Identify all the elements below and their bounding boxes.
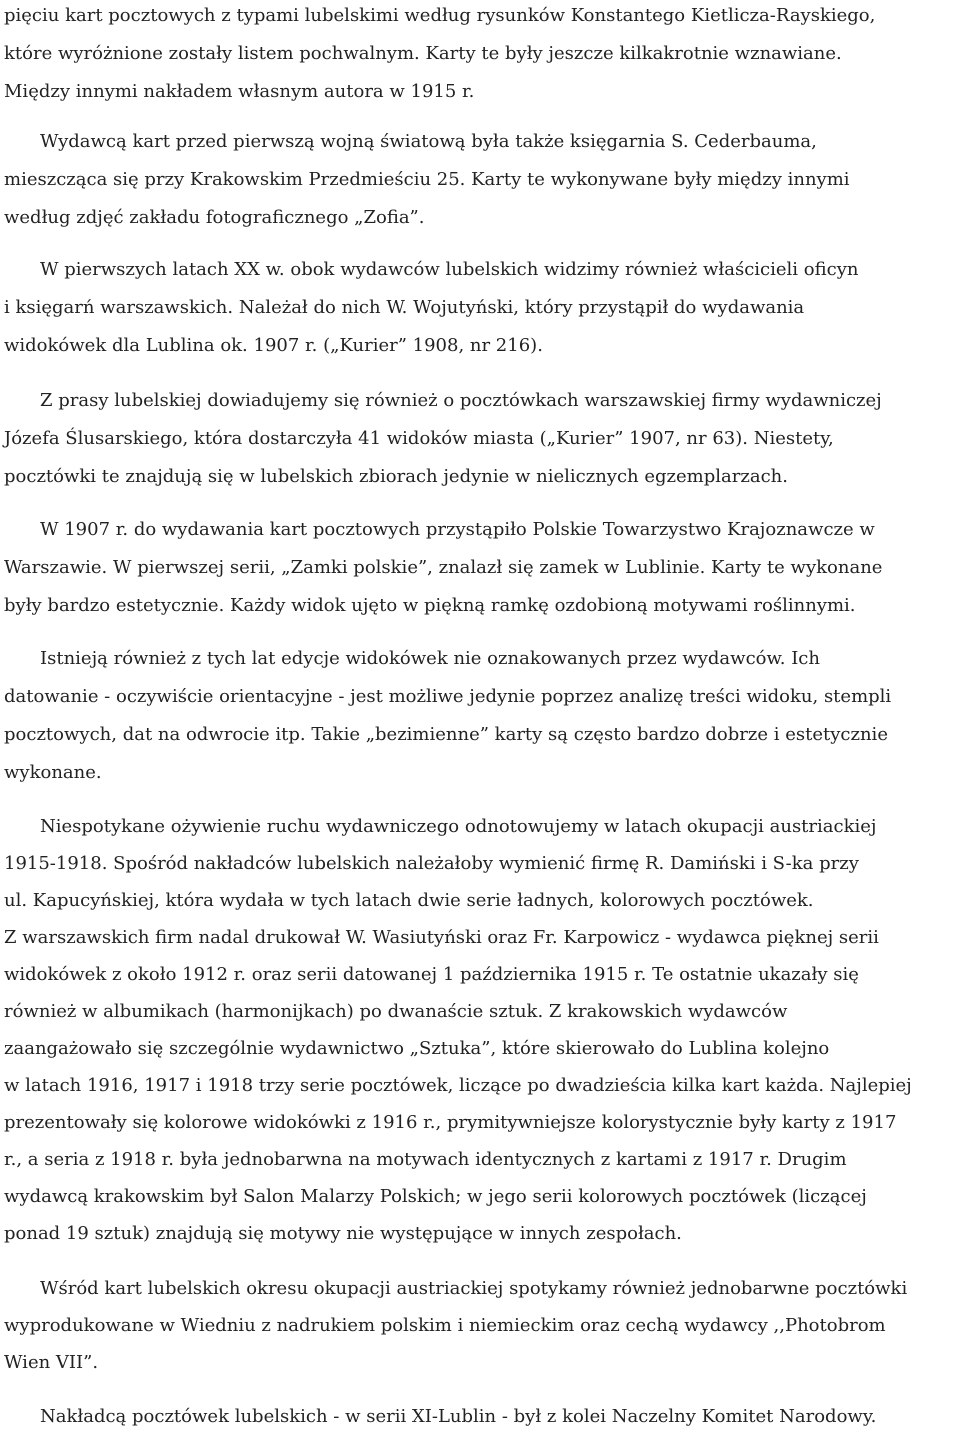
text-line: widokówek z około 1912 r. oraz serii datowanej 1 października 1915 r. Te ostatnie ukazały się xyxy=(4,964,859,985)
text-line: prezentowały się kolorowe widokówki z 1916 r., prymitywniejsze kolorystycznie były karty z 1917 xyxy=(4,1112,897,1133)
text-line: r., a seria z 1918 r. była jednobarwna na motywach identycznych z kartami z 1917 r. Drugim xyxy=(4,1149,847,1170)
text-line: Wydawcą kart przed pierwszą wojną światową była także księgarnia S. Cederbauma, xyxy=(40,131,817,152)
text-line: Między innymi nakładem własnym autora w 1915 r. xyxy=(4,81,475,102)
text-line: według zdjęć zakładu fotograficznego „Zofia”. xyxy=(4,207,425,228)
text-line: wykonane. xyxy=(4,762,102,783)
text-line: i księgarń warszawskich. Należał do nich W. Wojutyński, który przystąpił do wydawania xyxy=(4,297,805,318)
text-line: Z prasy lubelskiej dowiadujemy się również o pocztówkach warszawskiej firmy wydawniczej xyxy=(40,390,882,411)
text-line: W pierwszych latach XX w. obok wydawców lubelskich widzimy również właścicieli oficyn xyxy=(40,259,859,280)
text-line: które wyróżnione zostały listem pochwalnym. Karty te były jeszcze kilkakrotnie wznawiane. xyxy=(4,43,842,64)
text-line: Wien VII”. xyxy=(4,1352,99,1373)
text-line: ul. Kapucyńskiej, która wydała w tych latach dwie serie ładnych, kolorowych pocztówek. xyxy=(4,890,814,911)
text-line: Niespotykane ożywienie ruchu wydawniczego odnotowujemy w latach okupacji austriackiej xyxy=(40,816,877,837)
text-line: Warszawie. W pierwszej serii, „Zamki polskie”, znalazł się zamek w Lublinie. Karty te wykonane xyxy=(4,557,883,578)
text-line: mieszcząca się przy Krakowskim Przedmieściu 25. Karty te wykonywane były między innymi xyxy=(4,169,850,190)
text-line: w latach 1916, 1917 i 1918 trzy serie pocztówek, liczące po dwadzieścia kilka kart każda. Najlepiej xyxy=(4,1075,912,1096)
text-line: pocztówki te znajdują się w lubelskich zbiorach jedynie w nielicznych egzemplarzach. xyxy=(4,466,788,487)
text-line: zaangażowało się szczególnie wydawnictwo „Sztuka”, które skierowało do Lublina kolejno xyxy=(4,1038,830,1059)
text-line: wydawcą krakowskim był Salon Malarzy Polskich; w jego serii kolorowych pocztówek (liczącej xyxy=(4,1186,867,1207)
text-line: W 1907 r. do wydawania kart pocztowych przystąpiło Polskie Towarzystwo Krajoznawcze w xyxy=(40,519,875,540)
text-line: datowanie - oczywiście orientacyjne - jest możliwe jedynie poprzez analizę treści widoku, stempli xyxy=(4,686,892,707)
text-line: wyprodukowane w Wiedniu z nadrukiem polskim i niemieckim oraz cechą wydawcy ,,Photobrom xyxy=(4,1315,886,1336)
text-line: pocztowych, dat na odwrocie itp. Takie „bezimienne” karty są często bardzo dobrze i estetycznie xyxy=(4,724,888,745)
text-line: Wśród kart lubelskich okresu okupacji austriackiej spotykamy również jednobarwne pocztówki xyxy=(40,1278,908,1299)
text-line: były bardzo estetycznie. Każdy widok ujęto w piękną ramkę ozdobioną motywami roślinnymi. xyxy=(4,595,856,616)
text-line: Józefa Ślusarskiego, która dostarczyła 41 widoków miasta („Kurier” 1907, nr 63). Niestety, xyxy=(4,428,834,449)
text-line: Nakładcą pocztówek lubelskich - w serii XI-Lublin - był z kolei Naczelny Komitet Narodowy. xyxy=(40,1406,877,1427)
text-line: Z warszawskich firm nadal drukował W. Wasiutyński oraz Fr. Karpowicz - wydawca pięknej serii xyxy=(4,927,879,948)
text-line: również w albumikach (harmonijkach) po dwanaście sztuk. Z krakowskich wydawców xyxy=(4,1001,788,1022)
text-line: widokówek dla Lublina ok. 1907 r. („Kurier” 1908, nr 216). xyxy=(4,335,543,356)
text-line: pięciu kart pocztowych z typami lubelskimi według rysunków Konstantego Kietlicza-Rayskiego, xyxy=(4,5,876,26)
text-line: Istnieją również z tych lat edycje widokówek nie oznakowanych przez wydawców. Ich xyxy=(40,648,820,669)
text-line: 1915-1918. Spośród nakładców lubelskich należałoby wymienić firmę R. Damiński i S-ka przy xyxy=(4,853,859,874)
text-line: ponad 19 sztuk) znajdują się motywy nie występujące w innych zespołach. xyxy=(4,1223,682,1244)
